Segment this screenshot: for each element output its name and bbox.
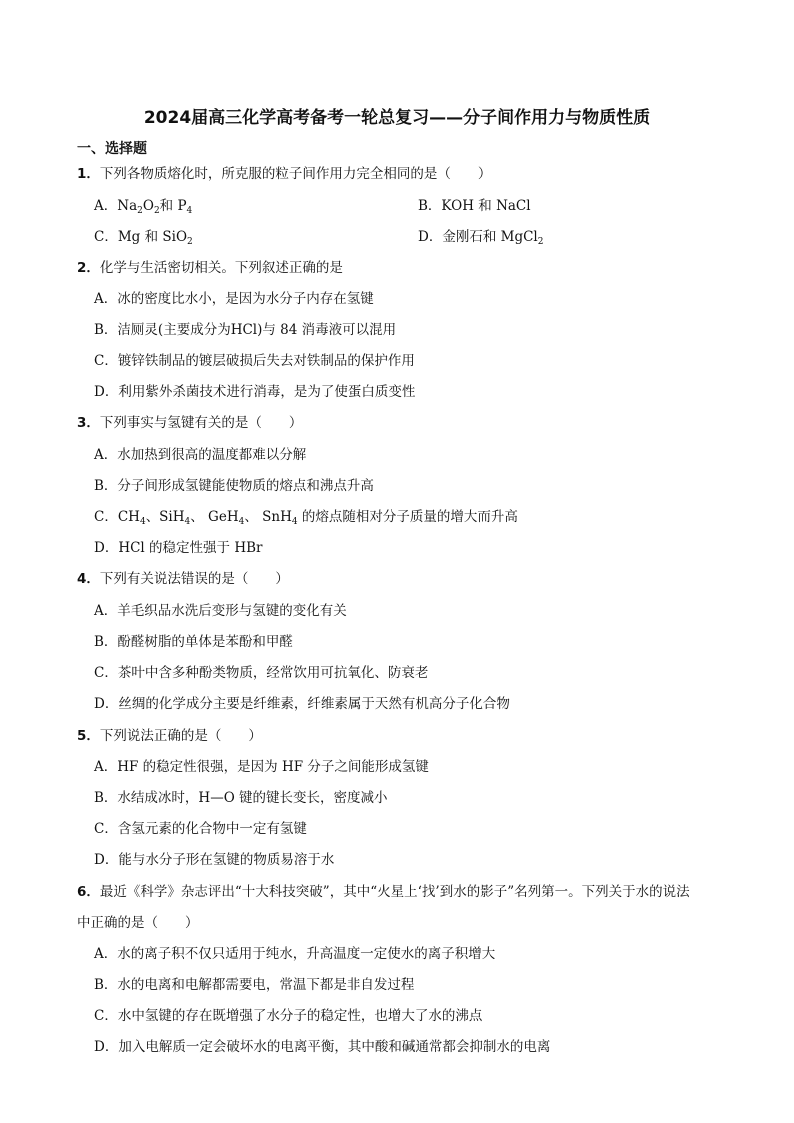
q2-option-c[interactable] [94, 352, 415, 370]
question-4 [77, 570, 289, 588]
q6-option-b[interactable] [94, 976, 414, 994]
q4-option-a[interactable] [94, 602, 347, 620]
q5-option-b[interactable] [94, 789, 388, 807]
option-text: 加入电解质一定会破坏水的电离平衡，其中酸和碱通常都会抑制水的电离 [118, 1039, 551, 1055]
question-2 [77, 259, 343, 277]
option-text: 水的电离和电解都需要电，常温下都是非自发过程 [117, 977, 415, 993]
option-text-part: 、 GeH [190, 509, 239, 525]
q6-option-c[interactable] [94, 1007, 482, 1025]
option-label: D． [94, 1039, 119, 1055]
option-label: D． [94, 540, 119, 556]
option-text: 丝绸的化学成分主要是纤维素，纤维素属于天然有机高分子化合物 [118, 696, 510, 712]
option-label: D． [94, 852, 119, 868]
option-text: 能与水分子形在氢键的物质易溶于水 [118, 852, 335, 868]
q6-option-a[interactable] [94, 945, 495, 963]
question-stem: 下列事实与氢键有关的是（ ） [99, 415, 303, 431]
question-6-continued [77, 914, 199, 932]
q3-option-b[interactable] [94, 477, 374, 495]
option-text: 含氢元素的化合物中一定有氢键 [117, 821, 307, 837]
q4-option-c[interactable] [94, 664, 428, 682]
q4-option-d[interactable] [94, 695, 510, 713]
option-label: A． [94, 946, 118, 962]
option-text: HCl 的稳定性强于 HBr [118, 540, 263, 556]
q1-option-b[interactable] [418, 197, 531, 215]
question-stem: 下列有关说法错误的是（ ） [99, 571, 289, 587]
question-number: 3． [77, 415, 100, 431]
option-text-part: O [142, 198, 154, 214]
option-label: C． [94, 1008, 118, 1024]
option-label: C． [94, 665, 118, 681]
option-label: B． [94, 478, 118, 494]
option-label: B． [94, 977, 118, 993]
option-text: 水中氢键的存在既增强了水分子的稳定性，也增大了水的沸点 [117, 1008, 483, 1024]
option-text: 水的离子积不仅只适用于纯水，升高温度一定使水的离子积增大 [117, 946, 496, 962]
option-text-part: 和 P [159, 198, 187, 214]
question-stem: 最近《科学》杂志评出“十大科技突破”，其中“火星上‘找’到水的影子”名列第一。下列关于水的说法 [99, 884, 690, 900]
option-label: A． [94, 759, 118, 775]
option-text-part: 的熔点随相对分子质量的增大而升高 [297, 509, 518, 525]
option-text: 羊毛织品水洗后变形与氢键的变化有关 [117, 603, 347, 619]
option-label: D． [94, 696, 119, 712]
q3-option-d[interactable] [94, 539, 262, 557]
question-stem: 化学与生活密切相关。下列叙述正确的是 [99, 260, 343, 276]
option-text: 利用紫外杀菌技术进行消毒，是为了使蛋白质变性 [118, 384, 416, 400]
option-text: 洁厕灵(主要成分为HCl)与 84 消毒液可以混用 [117, 322, 397, 338]
subscript: 4 [291, 517, 298, 527]
q1-option-a[interactable] [94, 197, 192, 215]
option-text: 水加热到很高的温度都难以分解 [117, 447, 307, 463]
question-3 [77, 414, 302, 432]
subscript: 4 [139, 517, 146, 527]
question-stem: 下列说法正确的是（ ） [99, 728, 262, 744]
q3-option-a[interactable] [94, 446, 306, 464]
option-label: D． [418, 229, 443, 245]
option-text-part: 金刚石和 MgCl [442, 229, 538, 245]
question-number: 6． [77, 884, 100, 900]
subscript: 4 [238, 517, 245, 527]
q1-option-d[interactable] [418, 228, 543, 246]
subscript: 4 [186, 206, 193, 216]
option-label: B． [94, 634, 118, 650]
q2-option-b[interactable] [94, 321, 396, 339]
question-6 [77, 883, 690, 901]
question-5 [77, 727, 262, 745]
section-heading: 一、选择题 [77, 141, 147, 157]
subscript: 2 [153, 206, 160, 216]
subscript: 2 [537, 237, 544, 247]
option-text: HF 的稳定性很强，是因为 HF 分子之间能形成氢键 [117, 759, 429, 775]
subscript: 2 [137, 206, 143, 216]
document-title: 2024届高三化学高考备考一轮总复习——分子间作用力与物质性质 [143, 108, 651, 128]
q6-option-d[interactable] [94, 1038, 550, 1056]
q2-option-d[interactable] [94, 383, 415, 401]
question-number: 1． [77, 166, 100, 182]
subscript: 2 [187, 237, 193, 247]
q5-option-d[interactable] [94, 851, 334, 869]
q4-option-b[interactable] [94, 633, 293, 651]
option-text-part: Na [117, 198, 138, 214]
q1-option-c[interactable] [94, 228, 193, 246]
option-label: D． [94, 384, 119, 400]
option-text: 水结成冰时，H—O 键的键长变长，密度减小 [117, 790, 388, 806]
option-label: A． [94, 447, 118, 463]
question-stem: 下列各物质熔化时，所克服的粒子间作用力完全相同的是（ ） [99, 166, 492, 182]
option-label: B． [94, 790, 118, 806]
option-text-part: Mg 和 SiO [117, 229, 188, 245]
option-text: 酚醛树脂的单体是苯酚和甲醛 [117, 634, 293, 650]
option-text-part: 、SiH [145, 509, 185, 525]
option-label: A． [94, 198, 118, 214]
q2-option-a[interactable] [94, 290, 374, 308]
option-label: C． [94, 353, 118, 369]
option-label: C． [94, 509, 118, 525]
option-text: 冰的密度比水小，是因为水分子内存在氢键 [117, 291, 374, 307]
option-text-part: KOH 和 NaCl [441, 198, 531, 214]
option-text: 分子间形成氢键能使物质的熔点和沸点升高 [117, 478, 374, 494]
question-number: 5． [77, 728, 100, 744]
q3-option-c[interactable] [94, 508, 518, 526]
question-1 [77, 165, 491, 183]
subscript: 4 [184, 517, 191, 527]
option-text-part: 、 SnH [244, 509, 292, 525]
option-label: C． [94, 821, 118, 837]
option-label: B． [94, 322, 118, 338]
option-label: B． [418, 198, 442, 214]
question-number: 4． [77, 571, 100, 587]
question-number: 2． [77, 260, 100, 276]
question-stem-continued: 中正确的是（ ） [77, 915, 199, 931]
option-label: A． [94, 291, 118, 307]
option-text: 镀锌铁制品的镀层破损后失去对铁制品的保护作用 [117, 353, 415, 369]
option-text: 茶叶中含多种酚类物质，经常饮用可抗氧化、防衰老 [117, 665, 429, 681]
option-label: C． [94, 229, 118, 245]
option-label: A． [94, 603, 118, 619]
option-text-part: CH [117, 509, 140, 525]
q5-option-c[interactable] [94, 820, 307, 838]
q5-option-a[interactable] [94, 758, 429, 776]
